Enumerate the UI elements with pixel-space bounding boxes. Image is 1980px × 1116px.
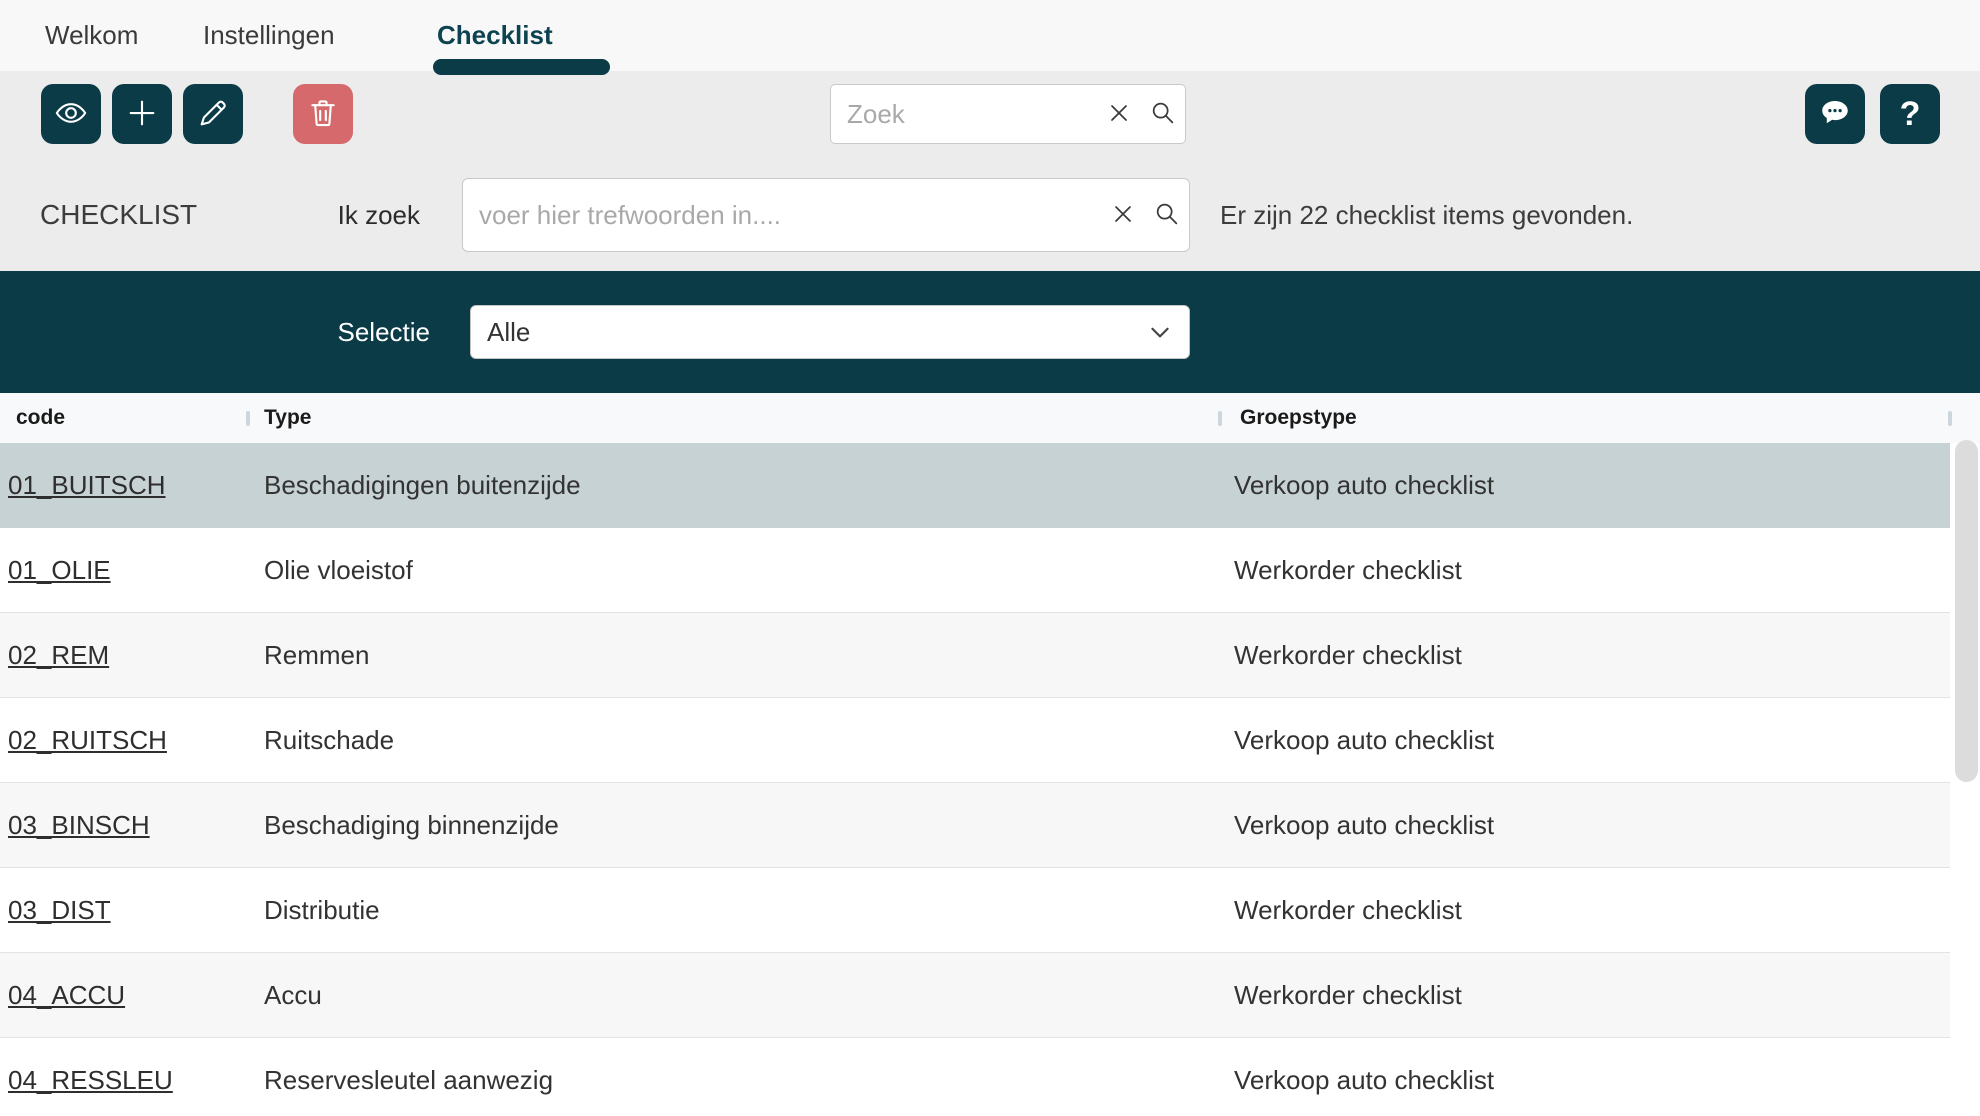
row-groepstype: Werkorder checklist	[1234, 554, 1462, 585]
add-button[interactable]	[112, 84, 172, 144]
page-title: CHECKLIST	[40, 199, 198, 230]
row-code-link[interactable]: 01_OLIE	[8, 554, 111, 585]
column-separator	[246, 411, 250, 426]
toolbar	[0, 71, 1980, 271]
column-separator	[1948, 411, 1952, 426]
tab-instellingen[interactable]: Instellingen	[203, 20, 335, 50]
results-count-text: Er zijn 22 checklist items gevonden.	[1220, 199, 1634, 230]
magnifier-icon	[1153, 200, 1181, 231]
table-row[interactable]	[0, 953, 1950, 1038]
question-mark-icon: ?	[1899, 94, 1921, 133]
quick-search-clear-button[interactable]	[1097, 99, 1141, 130]
table-row[interactable]	[0, 783, 1950, 868]
row-groepstype: Verkoop auto checklist	[1234, 724, 1495, 755]
row-groepstype: Werkorder checklist	[1234, 639, 1462, 670]
quick-search-box	[830, 84, 1186, 144]
row-type: Remmen	[264, 639, 370, 670]
selection-label: Selectie	[337, 316, 430, 347]
speech-bubble-icon	[1818, 96, 1852, 133]
keyword-search-input[interactable]	[463, 200, 1101, 231]
table-row[interactable]	[0, 868, 1950, 953]
chevron-down-icon	[1147, 319, 1189, 345]
row-type: Beschadiging binnenzijde	[264, 809, 559, 840]
quick-search-submit-button[interactable]	[1141, 99, 1185, 130]
table-row[interactable]	[0, 528, 1950, 613]
tab-checklist[interactable]: Checklist	[437, 20, 553, 50]
edit-button[interactable]	[183, 84, 243, 144]
column-header-code[interactable]: code	[16, 406, 66, 429]
row-code-link[interactable]: 01_BUITSCH	[8, 469, 166, 500]
table-row[interactable]	[0, 698, 1950, 783]
magnifier-icon	[1149, 99, 1177, 130]
column-separator	[1218, 411, 1222, 426]
keyword-search-box	[462, 178, 1190, 252]
row-type: Accu	[264, 979, 322, 1010]
selection-dropdown-value: Alle	[487, 316, 531, 347]
chat-button[interactable]	[1805, 84, 1865, 144]
pencil-icon	[196, 96, 230, 133]
scrollbar-thumb[interactable]	[1955, 440, 1978, 782]
tab-bar	[0, 0, 1980, 71]
row-type: Reservesleutel aanwezig	[264, 1064, 554, 1095]
x-icon	[1105, 99, 1133, 130]
row-code-link[interactable]: 03_DIST	[8, 894, 111, 925]
column-header-groepstype[interactable]: Groepstype	[1240, 406, 1357, 429]
eye-icon	[54, 96, 88, 133]
row-type: Distributie	[264, 894, 380, 925]
delete-button[interactable]	[293, 84, 353, 144]
row-type: Beschadigingen buitenzijde	[264, 469, 581, 500]
view-button[interactable]	[41, 84, 101, 144]
row-type: Ruitschade	[264, 724, 395, 755]
table-row[interactable]	[0, 443, 1950, 528]
selection-bar	[0, 271, 1980, 393]
row-code-link[interactable]: 02_REM	[8, 639, 110, 670]
keyword-search-submit-button[interactable]	[1145, 200, 1189, 231]
keyword-search-label: Ik zoek	[337, 199, 420, 230]
help-button[interactable]	[1880, 84, 1940, 144]
table-body	[0, 443, 1980, 1116]
table-row[interactable]	[0, 1038, 1950, 1116]
row-code-link[interactable]: 02_RUITSCH	[8, 724, 167, 755]
row-groepstype: Werkorder checklist	[1234, 894, 1462, 925]
tab-welkom[interactable]: Welkom	[45, 20, 139, 50]
row-type: Olie vloeistof	[264, 554, 413, 585]
table-header	[0, 393, 1980, 443]
row-groepstype: Verkoop auto checklist	[1234, 1064, 1495, 1095]
row-groepstype: Verkoop auto checklist	[1234, 469, 1495, 500]
active-tab-indicator	[433, 59, 610, 75]
keyword-search-clear-button[interactable]	[1101, 200, 1145, 231]
plus-icon	[125, 96, 159, 133]
row-code-link[interactable]: 04_RESSLEU	[8, 1064, 173, 1095]
column-header-type[interactable]: Type	[264, 406, 312, 429]
trash-icon	[306, 96, 340, 133]
row-code-link[interactable]: 04_ACCU	[8, 979, 126, 1010]
table-row[interactable]	[0, 613, 1950, 698]
quick-search-input[interactable]	[831, 99, 1097, 130]
selection-dropdown[interactable]	[470, 305, 1190, 359]
row-groepstype: Verkoop auto checklist	[1234, 809, 1495, 840]
x-icon	[1109, 200, 1137, 231]
row-groepstype: Werkorder checklist	[1234, 979, 1462, 1010]
row-code-link[interactable]: 03_BINSCH	[8, 809, 150, 840]
